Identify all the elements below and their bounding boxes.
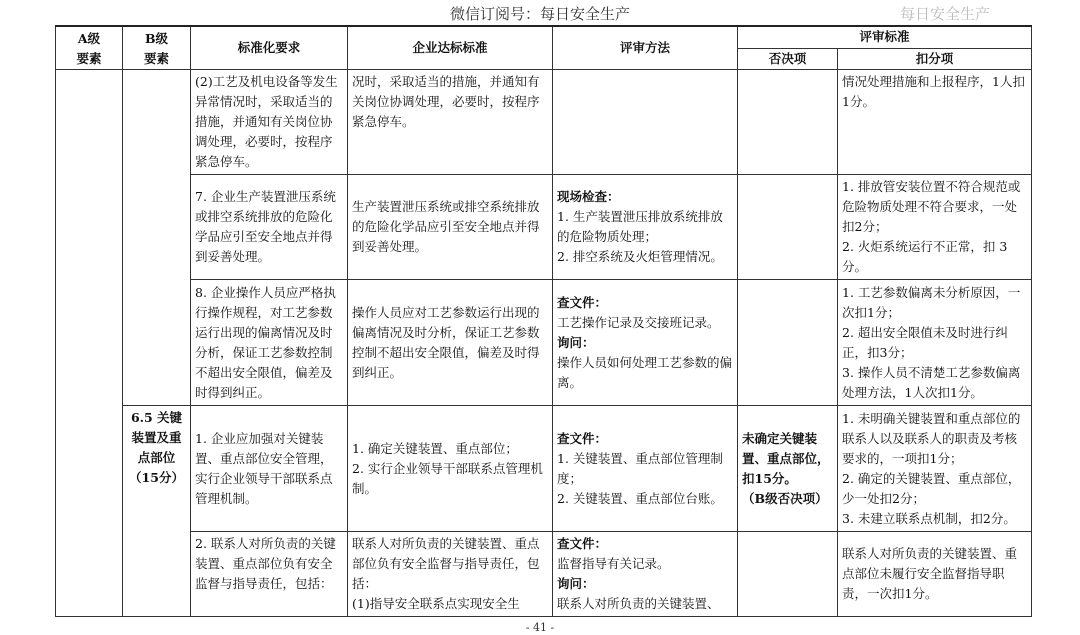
method-cell (553, 175, 738, 280)
veto-cell (738, 70, 838, 175)
col-requirement: 标准化要求 (191, 26, 348, 70)
a-level-cell (56, 70, 123, 617)
col-b-level: B级 要素 (123, 26, 191, 70)
b-level-cell (123, 70, 191, 406)
method-text: 联系人对所负责的关键装置、 (557, 596, 720, 611)
method-cell (553, 70, 738, 175)
requirement-cell: 1. 企业应加强对关键装置、重点部位安全管理，实行企业领导干部联系点管理机制。 (191, 406, 348, 532)
table-row (56, 70, 1032, 175)
table-row (56, 532, 1032, 617)
method-title: 查文件： (557, 294, 608, 310)
method-title: 现场检查： (557, 189, 620, 204)
method-title: 询问： (557, 334, 595, 350)
veto-cell (738, 532, 838, 617)
standard-cell: 1. 确定关键装置、重点部位； 2. 实行企业领导干部联系点管理机制。 (348, 406, 553, 532)
requirement-cell: (2)工艺及机电设备等发生异常情况时，采取适当的措施，并通知有关岗位协调处理，必要时，按程序紧急停车。 (191, 70, 348, 175)
table-row (56, 280, 1032, 406)
standard-cell: 生产装置泄压系统或排空系统排放的危险化学品应引至安全地点并得到妥善处理。 (348, 175, 553, 280)
col-a-level: A级 要素 (56, 26, 123, 70)
deduct-cell: 1. 未明确关键装置和重点部位的联系人以及联系人的职责及考核要求的，一项扣1分； 2. 确定的关键装置、重点部位，少一处扣2分； 3. 未建立联系点机制，扣2分。 (838, 406, 1032, 532)
method-title: 查文件： (557, 430, 608, 446)
col-enterprise-standard: 企业达标标准 (348, 26, 553, 70)
assessment-table (55, 25, 1032, 617)
col-method: 评审方法 (553, 26, 738, 70)
col-deduct: 扣分项 (838, 48, 1032, 70)
requirement-cell: 2. 联系人对所负责的关键装置、重点部位负有安全监督与指导责任，包括： (191, 532, 348, 617)
method-text: 1. 生产装置泄压排放系统排放的危险物质处理； 2. 排空系统及火炬管理情况。 (557, 209, 723, 264)
method-text: 工艺操作记录及交接班记录。 (557, 314, 720, 330)
deduct-cell: 1. 排放管安装位置不符合规范或危险物质处理不符合要求，一处扣2分； 2. 火炬系统运行不正常，扣 3 分。 (838, 175, 1032, 280)
b-level-cell: 6.5 关键装置及重点部位 （15分） (123, 406, 191, 617)
col-veto: 否决项 (738, 48, 838, 70)
requirement-cell: 8. 企业操作人员应严格执行操作规程，对工艺参数运行出现的偏离情况及时分析，保证工艺参数控制不超出安全限值，偏差及时得到纠正。 (191, 280, 348, 406)
deduct-cell: 情况处理措施和上报程序，1人扣1分。 (838, 70, 1032, 175)
watermark: 每日安全生产 (900, 5, 991, 23)
method-cell (553, 532, 738, 617)
standard-cell: 联系人对所负责的关键装置、重点部位负有安全监督与指导责任，包括： (1)指导安全联系点实现安全生 (348, 532, 553, 617)
table-row (56, 175, 1032, 280)
page-number: - 41 - (525, 621, 555, 634)
method-title: 查文件： (557, 536, 608, 551)
requirement-cell: 7. 企业生产装置泄压系统或排空系统排放的危险化学品应引至安全地点并得到妥善处理。 (191, 175, 348, 280)
table-row (56, 406, 1032, 532)
veto-cell (738, 175, 838, 280)
deduct-cell: 联系人对所负责的关键装置、重点部位未履行安全监督指导职责，一次扣1分。 (838, 532, 1032, 617)
standard-cell: 况时，采取适当的措施，并通知有关岗位协调处理，必要时，按程序紧急停车。 (348, 70, 553, 175)
standard-cell: 操作人员应对工艺参数运行出现的偏离情况及时分析，保证工艺参数控制不超出安全限值，偏差及时得到纠正。 (348, 280, 553, 406)
col-criteria: 评审标准 (738, 26, 1032, 48)
deduct-cell: 1. 工艺参数偏离未分析原因，一次扣1分； 2. 超出安全限值未及时进行纠正，扣3分； 3. 操作人员不清楚工艺参数偏离处理方法，1人次扣1分。 (838, 280, 1032, 406)
veto-cell: 未确定关键装置、重点部位，扣15分。 （B级否决项） (738, 406, 838, 532)
method-text: 监督指导有关记录。 (557, 556, 670, 571)
method-text: 1. 关键装置、重点部位管理制度； 2. 关键装置、重点部位台账。 (557, 450, 723, 506)
method-cell (553, 406, 738, 532)
veto-cell (738, 280, 838, 406)
document-header: 微信订阅号：每日安全生产 (449, 5, 630, 23)
method-title: 询问： (557, 576, 595, 591)
method-cell (553, 280, 738, 406)
method-text: 操作人员如何处理工艺参数的偏离。 (557, 354, 733, 390)
